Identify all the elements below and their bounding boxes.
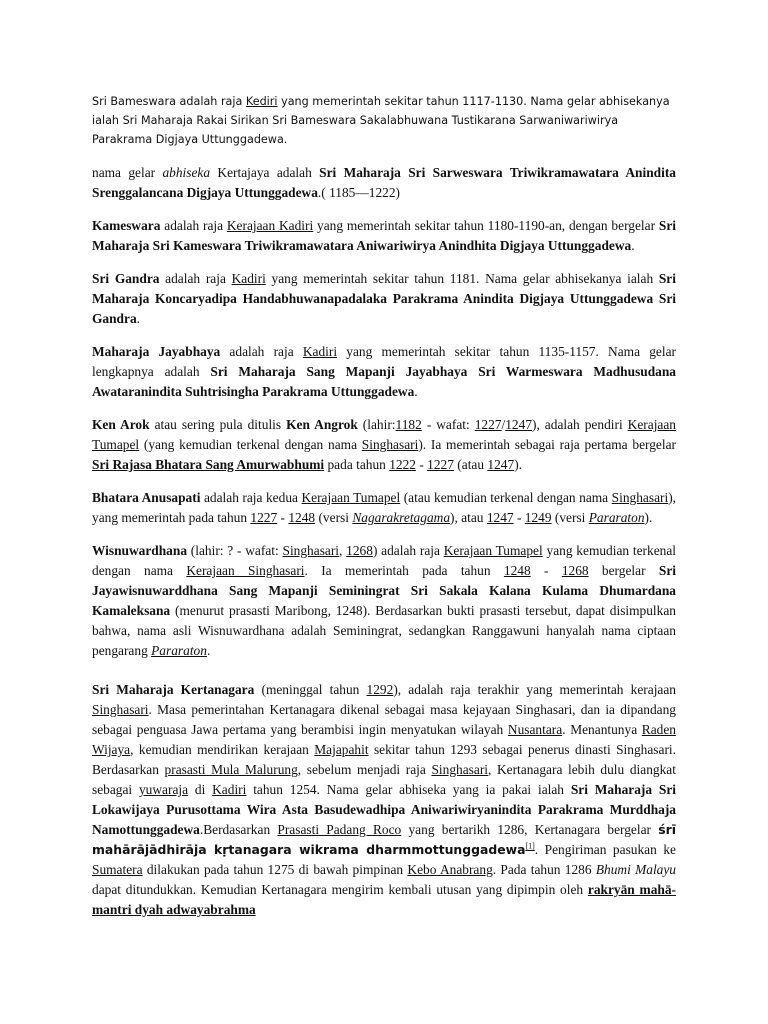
link-singhasari[interactable]: Singhasari [282,543,340,558]
text: atau sering pula ditulis [149,417,287,432]
link-raden-wijaya[interactable]: Raden Wijaya [92,722,677,757]
text: adalah raja [220,344,303,359]
link-kerajaan-kadiri[interactable]: Kerajaan Kadiri [226,218,314,233]
text: / [501,417,506,432]
text: . [414,384,418,399]
text: . Ia memerintah pada tahun [304,563,504,578]
text: bergelar [588,563,659,578]
footnote-ref[interactable]: [1] [525,841,535,851]
text: nama gelar [92,165,163,180]
text: di [188,782,213,797]
text: dapat ditundukkan. Kemudian Kertanagara mengirim kembali utusan yang dipimpin oleh [92,882,588,897]
text: - [416,457,428,472]
document-page [92,92,676,920]
text: yang memerintah sekitar tahun 1135-1157. Nama gelar lengkapnya adalah [92,344,676,379]
link-singhasari[interactable]: Singhasari [611,490,669,505]
text: - [277,510,289,525]
text: (lahir: [357,417,396,432]
link-prasasti-mula-malurung[interactable]: prasasti Mula Malurung [164,762,298,777]
text: ), adalah pendiri [532,417,628,432]
bold-title: Sri Maharaja Sri Sarweswara Triwikramawatara Anindita Srenggalancana Digjaya Uttunggadewa [92,165,676,200]
link-1247[interactable]: 1247 [487,457,515,472]
link-kadiri[interactable]: Kadiri [231,271,266,286]
text: - wafat: [421,417,475,432]
text: (atau [453,457,488,472]
italic-term: abhiseka [162,165,211,180]
link-sri-rajasa[interactable]: Sri Rajasa Bhatara Sang Amurwabhumi [92,457,325,472]
link-nusantara[interactable]: Nusantara [507,722,563,737]
link-sumatera[interactable]: Sumatera [92,862,143,877]
text: (versi [315,510,353,525]
link-1268[interactable]: 1268 [346,543,373,558]
paragraph-anusapati [92,488,676,528]
text: ) adalah raja [372,543,444,558]
text: ). [514,457,522,472]
bold-name: Sri Maharaja Kertanagara [92,682,255,697]
link-singhasari[interactable]: Singhasari [92,702,149,717]
link-kebo-anabrang[interactable]: Kebo Anabrang [407,862,493,877]
text: ), yang memerintah pada tahun [92,490,676,525]
link-prasasti-padang-roco[interactable]: Prasasti Padang Roco [277,822,402,837]
text: (menurut prasasti Maribong, 1248). Berdasarkan bukti prasasti tersebut, dapat disimpulkan bahwa, nama asli Wisnuwardhana adalah Seminingrat, sedangkan Ranggawuni hanyalah nama ciptaan pengarang [92,603,676,658]
link-1182[interactable]: 1182 [395,417,422,432]
text: sekitar tahun 1293 sebagai penerus dinasti Singhasari. Berdasarkan [92,742,676,777]
link-1248[interactable]: 1248 [288,510,316,525]
link-yuwaraja[interactable]: yuwaraja [138,782,189,797]
intro-paragraph-bameswara [92,92,676,149]
link-1227[interactable]: 1227 [250,510,278,525]
text: dilakukan pada tahun 1275 di bawah pimpinan [142,862,408,877]
text: ). Ia memerintah sebagai raja pertama bergelar [418,437,676,452]
text: . Pada tahun 1286 [492,862,596,877]
text: . [206,643,211,658]
link-1268[interactable]: 1268 [561,563,589,578]
paragraph-wisnuwardhana [92,541,676,661]
text: (lahir: ? - wafat: [187,543,283,558]
text: , kemudian mendirikan kerajaan [130,742,315,757]
text: . [631,238,635,253]
paragraph-kertajaya [92,163,676,203]
text: . Menantunya [562,722,642,737]
text: (yang kemudian terkenal dengan nama [139,437,362,452]
link-1227[interactable]: 1227 [474,417,502,432]
bold-name: Maharaja Jayabhaya [92,344,221,359]
paragraph-ken-arok [92,415,676,475]
text: yang bertarikh 1286, Kertanagara bergelar [401,822,659,837]
text: .Berdasarkan [199,822,278,837]
link-1248[interactable]: 1248 [503,563,531,578]
text: , [339,543,347,558]
text: - [513,510,525,525]
text: Sri Bameswara adalah raja [92,95,246,108]
link-1222[interactable]: 1222 [389,457,416,472]
bold-name: Wisnuwardhana [92,543,188,558]
link-majapahit[interactable]: Majapahit [314,742,369,757]
text: tahun 1254. Nama gelar abhiseka yang ia pakai ialah [246,782,571,797]
bold-name: Bhatara Anusapati [92,490,201,505]
text: adalah raja [160,218,227,233]
link-nagarakretagama[interactable]: Nagarakretagama [352,510,451,525]
link-1292[interactable]: 1292 [366,682,394,697]
text: (atau kemudian terkenal dengan nama [400,490,612,505]
text: ), atau [450,510,487,525]
text: .( 1185—1222) [317,185,400,200]
bold-title: Sri Maharaja Sri Kameswara Triwikramawatara Aniwariwirya Anindhita Digjaya Uttunggadewa [92,218,676,253]
bold-title: Sri Maharaja Koncaryadipa Handabhuwanapadalaka Parakrama Anindita Digjaya Uttunggadewa Sri Gandra [92,271,676,326]
text: yang kemudian terkenal dengan nama [92,543,676,578]
paragraph-kertanagara [92,680,676,920]
link-pararaton[interactable]: Pararaton [588,510,645,525]
text: adalah raja kedua [200,490,302,505]
text: ), adalah raja terakhir yang memerintah kerajaan [393,682,676,697]
bold-title: Sri Jayawisnuwarddhana Sang Mapanji Seminingrat Sri Sakala Kalana Kulama Dhumardana Kamaleksana [92,563,676,618]
text: yang memerintah sekitar tahun 1181. Nama gelar abhisekanya ialah [265,271,659,286]
text: (meninggal tahun [254,682,367,697]
paragraph-sri-gandra [92,269,676,329]
link-1247[interactable]: 1247 [486,510,514,525]
link-1249[interactable]: 1249 [524,510,552,525]
text: , Kertanagara lebih dulu diangkat sebagai [92,762,676,797]
text: Kertajaya adalah [210,165,320,180]
bold-title: Sri Maharaja Sri Lokawijaya Purusottama Wira Asta Basudewadhipa Aniwariwiryanindita Parakrama Murddhaja Namottunggadewa [92,782,676,837]
link-kerajaan-tumapel[interactable]: Kerajaan Tumapel [301,490,401,505]
bold-title: Sri Maharaja Sang Mapanji Jayabhaya Sri Warmeswara Madhusudana Awataranindita Suhtrisingha Parakrama Uttunggadewa [92,364,677,399]
link-singhasari[interactable]: Singhasari [431,762,488,777]
link-kadiri[interactable]: Kadiri [302,344,338,359]
link-kediri[interactable]: Kediri [245,95,278,108]
text: ). [644,510,653,525]
link-kerajaan-singhasari[interactable]: Kerajaan Singhasari [186,563,305,578]
italic-term: Bhumi Malayu [595,862,676,877]
text: (versi [551,510,589,525]
link-rakryan-mahamantri[interactable]: rakryān mahā-mantri dyah adwayabrahma [92,882,676,917]
text: adalah raja [159,271,232,286]
bold-name: Ken Angrok [286,417,358,432]
link-1247[interactable]: 1247 [505,417,533,432]
link-singhasari[interactable]: Singhasari [361,437,419,452]
text: - [530,563,562,578]
text: yang memerintah sekitar tahun 1117-1130. Nama gelar abhisekanya ialah Sri Maharaja Rakai Sirikan Sri Bameswara Sakalabhuwana Tustikarana Sarwaniwariwirya Parakrama Digjaya Uttunggadewa. [92,95,670,146]
link-pararaton[interactable]: Pararaton [151,643,207,658]
link-kerajaan-tumapel[interactable]: Kerajaan Tumapel [92,417,676,452]
link-kadiri[interactable]: Kadiri [212,782,247,797]
bold-name: Kameswara [92,218,161,233]
bold-name: Sri Gandra [92,271,160,286]
link-1227[interactable]: 1227 [427,457,454,472]
bold-title-sanskrit: śrī mahārājādhirāja kṛtanagara wikrama dharmmottunggadewa [92,822,676,857]
link-kerajaan-tumapel[interactable]: Kerajaan Tumapel [443,543,543,558]
text: . [136,311,141,326]
paragraph-jayabhaya [92,342,676,402]
text: yang memerintah sekitar tahun 1180-1190-an, dengan bergelar [313,218,659,233]
text: pada tahun [324,457,390,472]
text: , sebelum menjadi raja [297,762,432,777]
bold-name: Ken Arok [92,417,150,432]
paragraph-kameswara [92,216,676,256]
text: . Pengiriman pasukan ke [534,842,676,857]
text: . Masa pemerintahan Kertanagara dikenal sebagai masa kejayaan Singhasari, dan ia dipandang sebagai penguasa Jawa pertama yang berambisi ingin menyatukan wilayah [92,702,676,737]
